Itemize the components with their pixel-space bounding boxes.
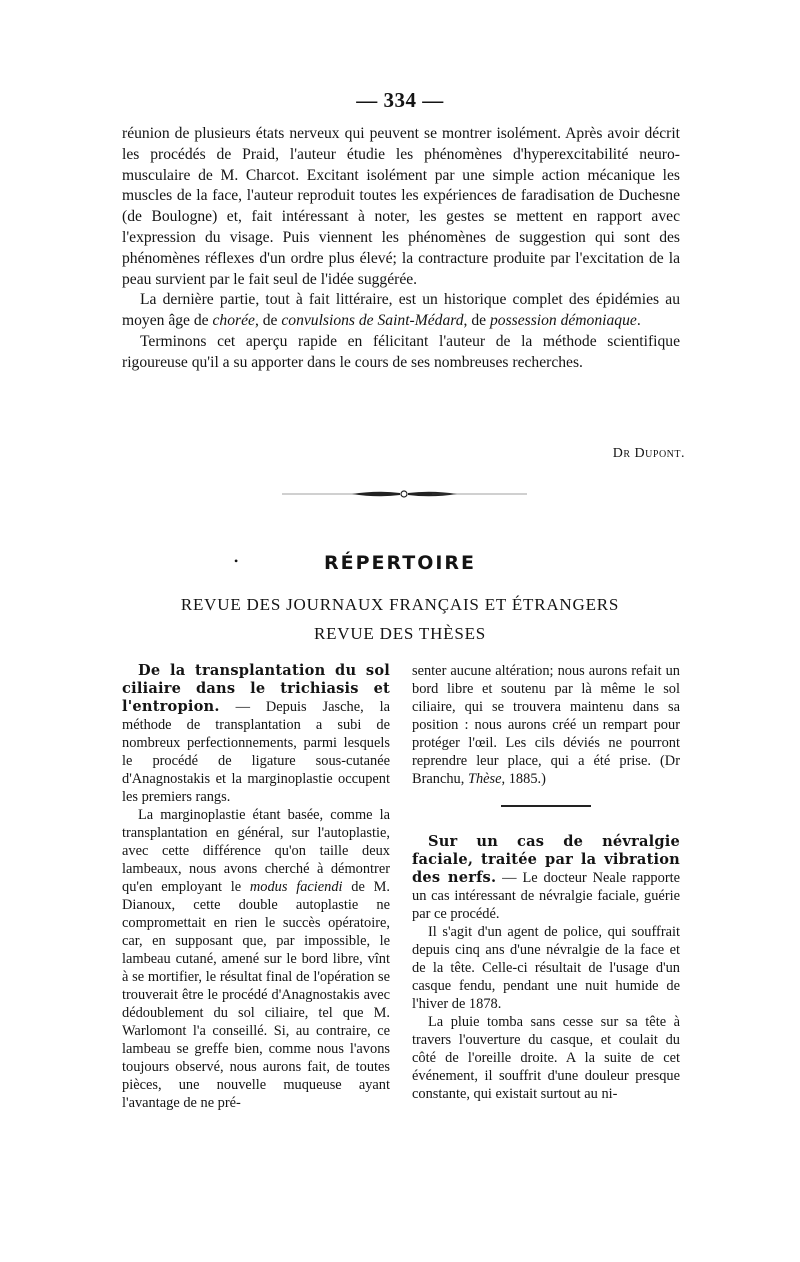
paragraph: réunion de plusieurs états nerveux qui peuvent se montrer isolément. Après avoir décrit les procédés de Praid, l'auteur étudie les phénomènes d'hyperexcitabilité neuro-musculaire de M. Charcot. Excitant isolément par une simple action mécanique les muscles de la face, l'auteur reproduit toutes les expériences de faradisation de Duchesne (de Boulogne) et, fait intéressant à noter, les gestes se mettent en rapport avec l'expression du visage. Puis viennent les phénomènes de suggestion qui sont des phénomènes réflexes d'un ordre plus élevé; la contracture produite par l'excitation de la peau survient par le fait seul de l'idée suggérée. [122,125,680,288]
article-paragraph: De la transplantation du sol ciliaire dans le trichiasis et l'entropion. — Depuis Jasche, la méthode de transplantation a subi de nombreux perfectionnements, parmi lesquels le procédé de ligature sous-cutanée d'Anagnostakis et la marginoplastie occupent les premiers rangs. [122,662,390,805]
article-separator [501,805,591,807]
signature: Dr Dupont. [612,446,685,461]
paragraph: Terminons cet aperçu rapide en félicitant l'auteur de la méthode scientifique rigoureuse qu'il a su apporter dans le cours de ses nombreuses recherches. [122,332,680,371]
section-title: RÉPERTOIRE [323,552,477,574]
article-title: Sur un cas de névralgie faciale, traitée par la vibration des nerfs. [412,832,680,886]
page-number: — 334 — [356,88,444,112]
section-subtitle-journals: REVUE DES JOURNAUX FRANÇAIS ET ÉTRANGERS [180,595,620,614]
bullet-mark: • [234,554,239,568]
italic-term: Thèse [467,771,502,787]
italic-term: possession démoniaque [489,312,637,330]
article-title: De la transplantation du sol ciliaire dans le trichiasis et l'entropion. [122,662,390,715]
left-column [122,662,390,1112]
article-paragraph: Il s'agit d'un agent de police, qui souffrait depuis cinq ans d'une névralgie de la face et de la tête. Celle-ci résultait de l'usage d'un casque fendu, pendant une nuit humide de l'hiver de 1878. [412,923,680,1012]
article-paragraph: senter aucune altération; nous aurons refait un bord libre et soutenu par là même le sol ciliaire, qui se trouvera maintenu dans sa position : nous aurons créé un rempart pour protéger l'œil. Les cils déviés ne pourront reprendre leur place, qui a été prise. (Dr Branchu, Thèse, 1885.) [412,663,680,787]
ornament-divider [282,484,527,504]
italic-term: chorée [212,312,255,330]
section-subtitle-theses: REVUE DES THÈSES [313,624,487,643]
article-paragraph: La pluie tomba sans cesse sur sa tête à travers l'ouverture du casque, et coulait du côté de l'oreille droite. A la suite de cet événement, il souffrit d'une douleur presque constante, qui existait surtout au ni- [412,1013,680,1102]
article-paragraph: La marginoplastie étant basée, comme la transplantation en général, sur l'autoplastie, avec cette différence qu'on taille deux lambeaux, nous avons cherché à démontrer qu'en employant le modus faciendi de M. Dianoux, cette double autoplastie ne compromettait en rien le succès opératoire, car, en supposant que, par impossible, le lambeau cutané, amené sur le bord libre, vînt à se mortifier, le résultat final de l'opération se trouverait être le procédé d'Anagnostakis avec dédoublement du sol ciliaire, tel que M. Warlomont l'a conseillé. Si, au contraire, ce lambeau se greffe bien, comme nous l'avons toujours observé, nous aurons fait, de toutes pièces, une nouvelle muqueuse ayant l'avantage de ne pré- [122,807,390,1111]
review-conclusion-text [122,124,680,374]
article-paragraph: Sur un cas de névralgie faciale, traitée par la vibration des nerfs. — Le docteur Neale rapporte un cas intéressant de névralgie faciale, guérie par ce procédé. [412,832,681,922]
italic-term: modus faciendi [249,879,343,895]
right-column [412,662,680,1103]
italic-term: convulsions de Saint-Médard [281,312,464,330]
paragraph: La dernière partie, tout à fait littéraire, est un historique complet des épidémies au moyen âge de chorée, de convulsions de Saint-Médard, de possession démoniaque. [122,291,680,330]
